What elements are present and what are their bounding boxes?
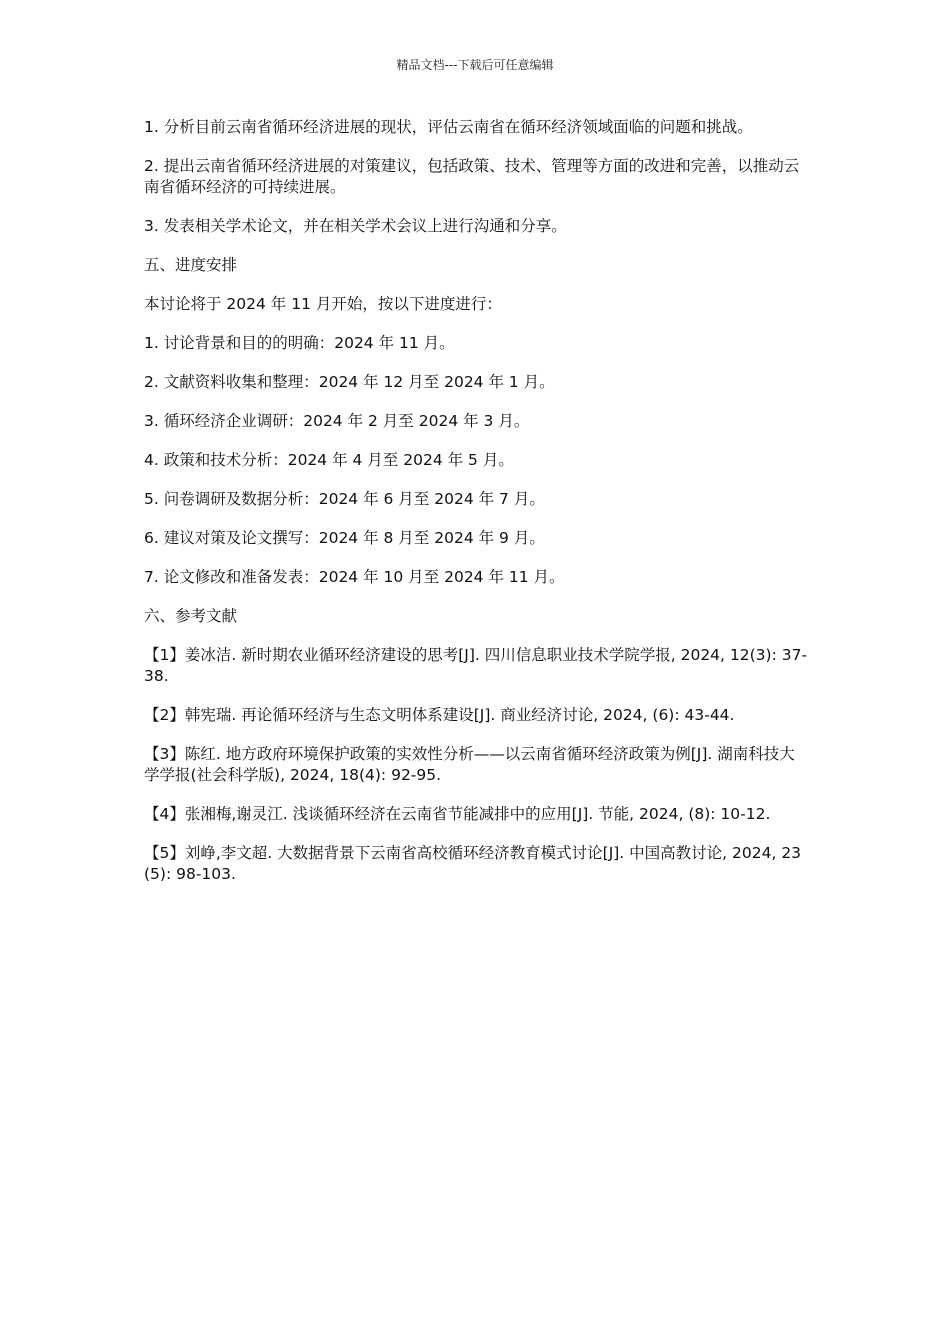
schedule-item-6: 6. 建议对策及论文撰写：2024 年 8 月至 2024 年 9 月。 bbox=[144, 529, 545, 547]
document-body bbox=[144, 117, 808, 903]
schedule-item-1: 1. 讨论背景和目的的明确：2024 年 11 月。 bbox=[144, 334, 455, 352]
schedule-item-7: 7. 论文修改和准备发表：2024 年 10 月至 2024 年 11 月。 bbox=[144, 568, 565, 586]
schedule-item-2: 2. 文献资料收集和整理：2024 年 12 月至 2024 年 1 月。 bbox=[144, 373, 555, 391]
outcome-item-3: 3. 发表相关学术论文，并在相关学术会议上进行沟通和分享。 bbox=[144, 217, 567, 235]
schedule-item-5: 5. 问卷调研及数据分析：2024 年 6 月至 2024 年 7 月。 bbox=[144, 490, 545, 508]
reference-4: 【4】张湘梅,谢灵江. 浅谈循环经济在云南省节能减排中的应用[J]. 节能, 2024, (8): 10-12. bbox=[144, 805, 771, 823]
section-heading-references: 六、参考文献 bbox=[144, 607, 238, 625]
schedule-item-4: 4. 政策和技术分析：2024 年 4 月至 2024 年 5 月。 bbox=[144, 451, 514, 469]
outcome-item-2: 2. 提出云南省循环经济进展的对策建议，包括政策、技术、管理等方面的改进和完善，以推动云南省循环经济的可持续进展。 bbox=[144, 157, 800, 196]
outcome-item-1: 1. 分析目前云南省循环经济进展的现状，评估云南省在循环经济领域面临的问题和挑战。 bbox=[144, 118, 753, 136]
page-header: 精品文档---下载后可任意编辑 bbox=[396, 58, 554, 72]
schedule-item-3: 3. 循环经济企业调研：2024 年 2 月至 2024 年 3 月。 bbox=[144, 412, 530, 430]
reference-2: 【2】韩宪瑞. 再论循环经济与生态文明体系建设[J]. 商业经济讨论, 2024, (6): 43-44. bbox=[144, 706, 735, 724]
schedule-intro: 本讨论将于 2024 年 11 月开始，按以下进度进行： bbox=[144, 295, 502, 313]
reference-1: 【1】姜冰洁. 新时期农业循环经济建设的思考[J]. 四川信息职业技术学院学报, 2024, 12(3): 37-38. bbox=[144, 646, 808, 685]
reference-5: 【5】刘峥,李文超. 大数据背景下云南省高校循环经济教育模式讨论[J]. 中国高教讨论, 2024, 23(5): 98-103. bbox=[144, 844, 802, 883]
section-heading-schedule: 五、进度安排 bbox=[144, 256, 238, 274]
reference-3: 【3】陈红. 地方政府环境保护政策的实效性分析——以云南省循环经济政策为例[J]. 湖南科技大学学报(社会科学版), 2024, 18(4): 92-95. bbox=[144, 745, 795, 784]
